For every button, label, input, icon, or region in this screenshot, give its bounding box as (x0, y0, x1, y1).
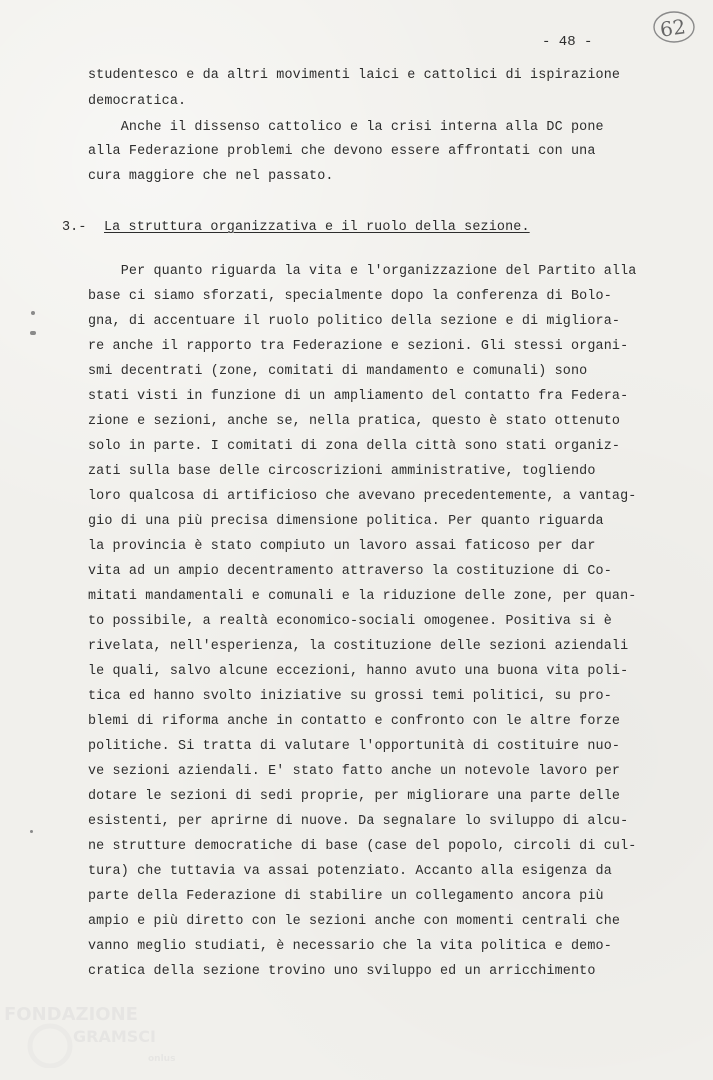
watermark-logo-icon (0, 998, 190, 1068)
section-number: 3.- (62, 220, 87, 235)
body-line-20: politiche. Si tratta di valutare l'opportunità di costituire nuo- (88, 739, 621, 754)
body-line-4: re anche il rapporto tra Federazione e sezioni. Gli stessi organi- (88, 339, 629, 354)
page-number: - 48 - (542, 34, 593, 50)
body-line-21: ve sezioni aziendali. E' stato fatto anche un notevole lavoro per (88, 764, 621, 779)
margin-dot-icon (31, 311, 35, 315)
body-line-6: stati visti in funzione di un ampliamento del contatto fra Federa- (88, 389, 629, 404)
body-line-7: zione e sezioni, anche se, nella pratica, questo è stato ottenuto (88, 414, 621, 429)
body-line-13: vita ad un ampio decentramento attraverso la costituzione di Co- (88, 564, 612, 579)
body-line-3: gna, di accentuare il ruolo politico della sezione e di migliora- (88, 314, 621, 329)
body-line-23: esistenti, per aprirne di nuove. Da segnalare lo sviluppo di alcu- (88, 814, 629, 829)
body-line-19: blemi di riforma anche in contatto e confronto con le altre forze (88, 714, 621, 729)
body-line-11: gio di una più precisa dimensione politica. Per quanto riguarda (88, 514, 604, 529)
intro-line-4: alla Federazione problemi che devono essere affrontati con una (88, 144, 596, 159)
body-line-2: base ci siamo sforzati, specialmente dopo la conferenza di Bolo- (88, 289, 612, 304)
body-line-1: Per quanto riguarda la vita e l'organizzazione del Partito alla (88, 264, 637, 279)
body-line-5: smi decentrati (zone, comitati di mandamento e comunali) sono (88, 364, 588, 379)
body-line-24: ne strutture democratiche di base (case del popolo, circoli di cul- (88, 839, 637, 854)
body-line-16: rivelata, nell'esperienza, la costituzione delle sezioni aziendali (88, 639, 629, 654)
section-title: La struttura organizzativa e il ruolo della sezione. (104, 220, 530, 235)
watermark-logo (0, 998, 190, 1068)
body-line-25: tura) che tuttavia va assai potenziato. Accanto alla esigenza da (88, 864, 612, 879)
body-line-18: tica ed hanno svolto iniziative su grossi temi politici, su pro- (88, 689, 612, 704)
body-line-27: ampio e più diretto con le sezioni anche con momenti centrali che (88, 914, 621, 929)
folio-number: 62 (658, 14, 687, 42)
body-line-29: cratica della sezione trovino uno sviluppo ed un arricchimento (88, 964, 596, 979)
body-line-15: to possibile, a realtà economico-sociali omogenee. Positiva si è (88, 614, 612, 629)
body-line-26: parte della Federazione di stabilire un collegamento ancora più (88, 889, 604, 904)
body-line-10: loro qualcosa di artificioso che avevano precedentemente, a vantag- (88, 489, 637, 504)
watermark-line1: FONDAZIONE (4, 1004, 138, 1025)
body-line-8: solo in parte. I comitati di zona della città sono stati organiz- (88, 439, 621, 454)
body-line-28: vanno meglio studiati, è necessario che la vita politica e demo- (88, 939, 612, 954)
margin-mark-icon (30, 331, 36, 335)
body-line-9: zati sulla base delle circoscrizioni amministrative, togliendo (88, 464, 596, 479)
body-line-14: mitati mandamentali e comunali e la riduzione delle zone, per quan- (88, 589, 637, 604)
body-line-22: dotare le sezioni di sedi proprie, per migliorare una parte delle (88, 789, 621, 804)
intro-line-3: Anche il dissenso cattolico e la crisi interna alla DC pone (88, 120, 604, 135)
body-line-17: le quali, salvo alcune eccezioni, hanno avuto una buona vita poli- (88, 664, 629, 679)
folio-mark (650, 8, 698, 46)
margin-dot-icon (30, 830, 33, 833)
watermark-line2: GRAMSCI (73, 1027, 156, 1046)
intro-line-5: cura maggiore che nel passato. (88, 169, 334, 184)
body-line-12: la provincia è stato compiuto un lavoro assai faticoso per dar (88, 539, 596, 554)
watermark-line3: onlus (148, 1054, 176, 1064)
intro-line-2: democratica. (88, 94, 187, 109)
intro-line-1: studentesco e da altri movimenti laici e cattolici di ispirazione (88, 68, 621, 83)
